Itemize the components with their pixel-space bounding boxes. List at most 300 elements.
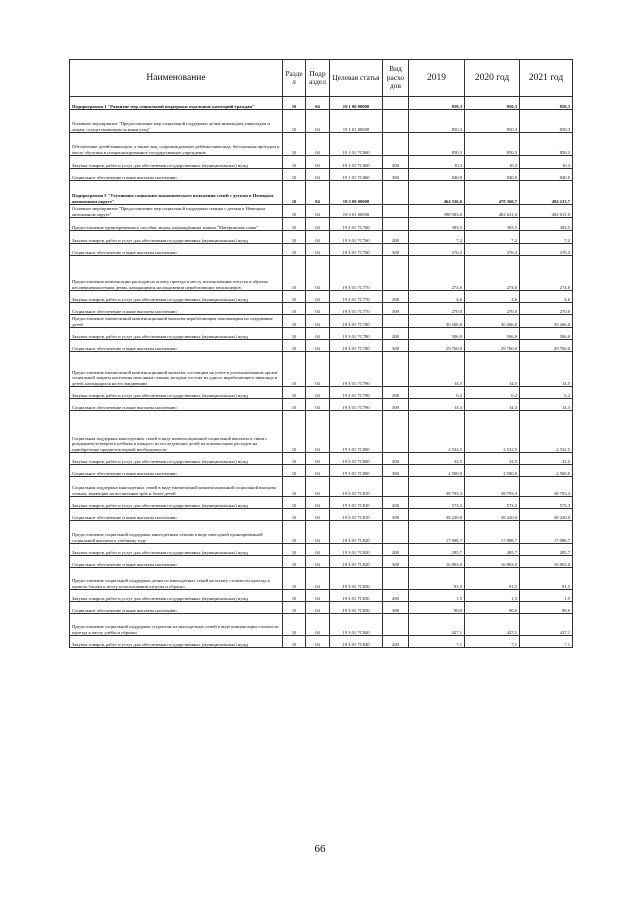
cell-2019: 14,5 bbox=[409, 352, 465, 387]
cell-2020: 29 760,0 bbox=[465, 340, 520, 352]
cell-2021: 376,3 bbox=[520, 244, 573, 256]
cell-2021: 38 220,0 bbox=[520, 509, 573, 521]
cell-2020: 10,3 bbox=[465, 156, 520, 169]
table-row bbox=[70, 205, 573, 218]
cell-subsection: 04 bbox=[306, 399, 330, 411]
cell-type bbox=[383, 218, 409, 231]
cell-target: 19 3 01 7С780 bbox=[330, 315, 383, 328]
cell-subsection: 04 bbox=[306, 602, 330, 614]
cell-2021: 7,1 bbox=[520, 636, 573, 648]
cell-2020: 383,5 bbox=[465, 218, 520, 231]
cell-type: 200 bbox=[383, 328, 409, 340]
cell-subsection: 04 bbox=[306, 453, 330, 465]
cell-2019: 17 088,7 bbox=[409, 521, 465, 544]
table-row bbox=[70, 602, 573, 614]
cell-2021: 383,5 bbox=[520, 218, 573, 231]
cell-type bbox=[383, 205, 409, 218]
cell-subsection: 04 bbox=[306, 244, 330, 256]
cell-2019: 427,1 bbox=[409, 614, 465, 636]
cell-section: 10 bbox=[283, 340, 306, 352]
cell-2019: 1,5 bbox=[409, 590, 465, 602]
cell-section: 10 bbox=[283, 244, 306, 256]
cell-target: 19 3 01 7С820 bbox=[330, 556, 383, 568]
cell-name: Предоставление ежемесячной компенсационной выплаты неработающим пенсионерам на содержание детей bbox=[70, 315, 283, 328]
table-row bbox=[70, 509, 573, 521]
cell-2020: 4,6 bbox=[465, 291, 520, 303]
cell-name: Закупка товаров, работ и услуг для обеспечения государственных (муниципальных) нужд bbox=[70, 231, 283, 244]
cell-2020: 506,0 bbox=[465, 328, 520, 340]
cell-section: 10 bbox=[283, 218, 306, 231]
cell-target: 19 3 01 7С790 bbox=[330, 387, 383, 399]
cell-2021: 2 532,5 bbox=[520, 411, 573, 453]
cell-target: 19 3 01 7С790 bbox=[330, 352, 383, 387]
cell-type: 300 bbox=[383, 465, 409, 477]
cell-section: 10 bbox=[283, 156, 306, 169]
cell-2020: 38 793,3 bbox=[465, 477, 520, 497]
cell-subsection: 04 bbox=[306, 568, 330, 590]
cell-target: 19 1 00 00000 bbox=[330, 97, 383, 110]
header-subsection: Подр аздел bbox=[306, 60, 330, 97]
cell-target: 19 3 01 7С820 bbox=[330, 544, 383, 556]
table-row bbox=[70, 231, 573, 244]
cell-2021: 2 500,0 bbox=[520, 465, 573, 477]
cell-name: Закупка товаров, работ и услуг для обеспечения государственных (муниципальных) нужд bbox=[70, 387, 283, 399]
header-type: Вид расхо дов bbox=[383, 60, 409, 97]
table-row bbox=[70, 256, 573, 291]
cell-name: Социальное обеспечение и иные выплаты населению bbox=[70, 244, 283, 256]
cell-name: Социальное обеспечение и иные выплаты населению bbox=[70, 509, 283, 521]
cell-target: 19 3 01 7С800 bbox=[330, 465, 383, 477]
cell-section: 10 bbox=[283, 521, 306, 544]
table-row bbox=[70, 411, 573, 453]
cell-2019: 7,1 bbox=[409, 636, 465, 648]
table-row bbox=[70, 110, 573, 133]
cell-type: 200 bbox=[383, 497, 409, 509]
cell-2020: 2 500,0 bbox=[465, 465, 520, 477]
cell-2020: 38 220,0 bbox=[465, 509, 520, 521]
cell-section: 10 bbox=[283, 465, 306, 477]
cell-type: 300 bbox=[383, 509, 409, 521]
cell-2020: 90,0 bbox=[465, 602, 520, 614]
cell-2021: 270,0 bbox=[520, 303, 573, 315]
cell-2019: 16 803,0 bbox=[409, 556, 465, 568]
cell-2020: 573,3 bbox=[465, 497, 520, 509]
cell-type bbox=[383, 97, 409, 110]
cell-type: 300 bbox=[383, 556, 409, 568]
cell-2019: 274,6 bbox=[409, 256, 465, 291]
cell-2021: 850,3 bbox=[520, 97, 573, 110]
cell-name: Социальное обеспечение и иные выплаты населению bbox=[70, 303, 283, 315]
cell-2021: 285,7 bbox=[520, 544, 573, 556]
cell-2019: 4,6 bbox=[409, 291, 465, 303]
cell-2020: 7,2 bbox=[465, 231, 520, 244]
cell-target: 19 3 01 7С770 bbox=[330, 303, 383, 315]
cell-subsection: 04 bbox=[306, 181, 330, 205]
cell-name: Закупка товаров, работ и услуг для обеспечения государственных (муниципальных) нужд bbox=[70, 328, 283, 340]
cell-target: 19 3 00 00000 bbox=[330, 181, 383, 205]
header-2020: 2020 год bbox=[465, 60, 520, 97]
cell-section: 10 bbox=[283, 169, 306, 181]
cell-section: 10 bbox=[283, 544, 306, 556]
cell-name: Закупка товаров, работ и услуг для обеспечения государственных (муниципальных) нужд bbox=[70, 497, 283, 509]
cell-name: Предоставление единовременного пособия лицам, награждённым знаком "Материнская слава" bbox=[70, 218, 283, 231]
cell-subsection: 04 bbox=[306, 328, 330, 340]
cell-name: Подпрограмма 1 "Развитие мер социальной поддержки отдельных категорий граждан" bbox=[70, 97, 283, 110]
cell-type bbox=[383, 352, 409, 387]
cell-2019: 91,5 bbox=[409, 568, 465, 590]
budget-table bbox=[69, 59, 573, 648]
cell-name: Предоставление социальной поддержки многодетным семьям в виде ежегодной единовременной социальной выплаты к учебному году bbox=[70, 521, 283, 544]
header-section: Разде л bbox=[283, 60, 306, 97]
cell-section: 10 bbox=[283, 256, 306, 291]
cell-2020: 17 088,7 bbox=[465, 521, 520, 544]
cell-subsection: 04 bbox=[306, 636, 330, 648]
cell-type: 300 bbox=[383, 399, 409, 411]
cell-type: 200 bbox=[383, 387, 409, 399]
cell-subsection: 04 bbox=[306, 509, 330, 521]
cell-target: 19 3 01 7С760 bbox=[330, 218, 383, 231]
cell-2020: 14,3 bbox=[465, 399, 520, 411]
cell-subsection: 04 bbox=[306, 544, 330, 556]
cell-type: 200 bbox=[383, 156, 409, 169]
cell-target: 19 3 01 7С810 bbox=[330, 497, 383, 509]
table-row bbox=[70, 352, 573, 387]
table-header-row bbox=[70, 60, 573, 97]
cell-2019: 285,7 bbox=[409, 544, 465, 556]
table-row bbox=[70, 590, 573, 602]
cell-2019: 90,0 bbox=[409, 602, 465, 614]
cell-type bbox=[383, 411, 409, 453]
table-row bbox=[70, 387, 573, 399]
table-row bbox=[70, 614, 573, 636]
cell-2020: 270,0 bbox=[465, 303, 520, 315]
cell-2020: 376,3 bbox=[465, 244, 520, 256]
cell-2020: 478 360,7 bbox=[465, 181, 520, 205]
cell-target: 19 3 01 00000 bbox=[330, 205, 383, 218]
cell-type: 200 bbox=[383, 231, 409, 244]
cell-section: 10 bbox=[283, 110, 306, 133]
cell-2019: 840,0 bbox=[409, 169, 465, 181]
table-row bbox=[70, 328, 573, 340]
cell-type bbox=[383, 521, 409, 544]
cell-subsection: 04 bbox=[306, 340, 330, 352]
cell-2021: 1,5 bbox=[520, 590, 573, 602]
cell-name: Социальное обеспечение и иные выплаты населению bbox=[70, 465, 283, 477]
cell-target: 19 3 01 7С830 bbox=[330, 568, 383, 590]
cell-2019: 506,0 bbox=[409, 328, 465, 340]
cell-2020: 7,1 bbox=[465, 636, 520, 648]
cell-2020: 850,3 bbox=[465, 97, 520, 110]
cell-2021: 850,3 bbox=[520, 110, 573, 133]
table-row bbox=[70, 544, 573, 556]
cell-2019: 270,0 bbox=[409, 303, 465, 315]
cell-subsection: 04 bbox=[306, 156, 330, 169]
cell-2019: 383,5 bbox=[409, 218, 465, 231]
cell-2019: 850,3 bbox=[409, 110, 465, 133]
table-row bbox=[70, 218, 573, 231]
table-row bbox=[70, 244, 573, 256]
cell-name: Предоставление социальной поддержки студентам из многодетных семей в виде компенсации стоимости проезда к месту учёбы и обратно bbox=[70, 614, 283, 636]
cell-name: Социальное обеспечение и иные выплаты населению bbox=[70, 340, 283, 352]
cell-2019: 7,2 bbox=[409, 231, 465, 244]
cell-target: 19 3 01 7С810 bbox=[330, 509, 383, 521]
cell-2021: 484 233,7 bbox=[520, 181, 573, 205]
cell-name: Предоставление социальной поддержки детям из многодетных семей на оплату стоимости проезда и провоза багажа к месту использования отпуска и обратно bbox=[70, 568, 283, 590]
cell-name: Социальное обеспечение и иные выплаты населению bbox=[70, 169, 283, 181]
table-row bbox=[70, 97, 573, 110]
cell-2021: 32,5 bbox=[520, 453, 573, 465]
cell-2020: 285,7 bbox=[465, 544, 520, 556]
cell-section: 10 bbox=[283, 303, 306, 315]
cell-subsection: 04 bbox=[306, 110, 330, 133]
table-body bbox=[70, 97, 573, 648]
cell-2020: 14,5 bbox=[465, 352, 520, 387]
cell-2020: 402 631,0 bbox=[465, 205, 520, 218]
table-row bbox=[70, 169, 573, 181]
cell-subsection: 04 bbox=[306, 169, 330, 181]
cell-subsection: 04 bbox=[306, 614, 330, 636]
cell-2019: 2 532,5 bbox=[409, 411, 465, 453]
cell-subsection: 04 bbox=[306, 133, 330, 156]
cell-name: Основное мероприятие "Предоставление мер социальной поддержки семьям с детьми в Ненецком автономном округе" bbox=[70, 205, 283, 218]
table-row bbox=[70, 156, 573, 169]
cell-2019: 398 583,0 bbox=[409, 205, 465, 218]
cell-section: 10 bbox=[283, 497, 306, 509]
cell-subsection: 04 bbox=[306, 291, 330, 303]
page-number: 66 bbox=[314, 843, 326, 855]
cell-subsection: 04 bbox=[306, 97, 330, 110]
cell-section: 10 bbox=[283, 453, 306, 465]
cell-2021: 16 803,0 bbox=[520, 556, 573, 568]
cell-name: Социальная поддержка многодетных семей в виде компенсационной социальной выплаты в связи с рождением четвёртого ребёнка и каждого из последующих детей на компенсацию расходов на приобретение предметов первой необходимости bbox=[70, 411, 283, 453]
cell-section: 10 bbox=[283, 328, 306, 340]
cell-subsection: 04 bbox=[306, 256, 330, 291]
cell-type: 200 bbox=[383, 590, 409, 602]
table-row bbox=[70, 556, 573, 568]
cell-subsection: 04 bbox=[306, 387, 330, 399]
cell-name: Закупка товаров, работ и услуг для обеспечения государственных (муниципальных) нужд bbox=[70, 544, 283, 556]
cell-2019: 850,3 bbox=[409, 133, 465, 156]
cell-section: 10 bbox=[283, 315, 306, 328]
cell-type bbox=[383, 315, 409, 328]
cell-2021: 4,6 bbox=[520, 291, 573, 303]
table-row bbox=[70, 477, 573, 497]
cell-section: 10 bbox=[283, 205, 306, 218]
cell-2021: 91,5 bbox=[520, 568, 573, 590]
table-row bbox=[70, 133, 573, 156]
cell-2021: 840,0 bbox=[520, 169, 573, 181]
cell-section: 10 bbox=[283, 636, 306, 648]
cell-2020: 16 803,0 bbox=[465, 556, 520, 568]
cell-name: Закупка товаров, работ и услуг для обеспечения государственных (муниципальных) нужд bbox=[70, 291, 283, 303]
cell-type: 200 bbox=[383, 453, 409, 465]
cell-name: Основное мероприятие "Предоставление мер социальной поддержки детям-инвалидам, инвалидам и лицам, осуществляющим за ними уход" bbox=[70, 110, 283, 133]
cell-target: 19 3 01 7С800 bbox=[330, 453, 383, 465]
table-row bbox=[70, 636, 573, 648]
table-row bbox=[70, 568, 573, 590]
cell-type bbox=[383, 133, 409, 156]
cell-name: Социальное обеспечение и иные выплаты населению bbox=[70, 399, 283, 411]
header-2019: 2019 bbox=[409, 60, 465, 97]
cell-2021: 7,2 bbox=[520, 231, 573, 244]
table-row bbox=[70, 453, 573, 465]
cell-section: 10 bbox=[283, 477, 306, 497]
cell-name: Социальное обеспечение и иные выплаты населению bbox=[70, 556, 283, 568]
cell-target: 19 3 01 7С770 bbox=[330, 291, 383, 303]
cell-type bbox=[383, 181, 409, 205]
cell-type bbox=[383, 256, 409, 291]
cell-section: 10 bbox=[283, 133, 306, 156]
cell-2020: 1,5 bbox=[465, 590, 520, 602]
cell-subsection: 04 bbox=[306, 497, 330, 509]
cell-section: 10 bbox=[283, 181, 306, 205]
table-row bbox=[70, 315, 573, 328]
cell-2021: 427,1 bbox=[520, 614, 573, 636]
cell-type: 300 bbox=[383, 244, 409, 256]
cell-subsection: 04 bbox=[306, 315, 330, 328]
cell-target: 19 3 01 7С760 bbox=[330, 244, 383, 256]
cell-section: 10 bbox=[283, 556, 306, 568]
cell-target: 19 3 01 7С820 bbox=[330, 521, 383, 544]
cell-subsection: 04 bbox=[306, 590, 330, 602]
cell-type bbox=[383, 568, 409, 590]
cell-target: 19 3 01 7С810 bbox=[330, 477, 383, 497]
cell-2021: 17 088,7 bbox=[520, 521, 573, 544]
cell-type: 300 bbox=[383, 169, 409, 181]
cell-section: 10 bbox=[283, 590, 306, 602]
cell-type bbox=[383, 110, 409, 133]
cell-target: 19 1 01 00000 bbox=[330, 110, 383, 133]
cell-2020: 850,3 bbox=[465, 133, 520, 156]
cell-type: 200 bbox=[383, 636, 409, 648]
cell-target: 19 3 01 7С830 bbox=[330, 602, 383, 614]
cell-name: Закупка товаров, работ и услуг для обеспечения государственных (муниципальных) нужд bbox=[70, 636, 283, 648]
cell-subsection: 04 bbox=[306, 411, 330, 453]
cell-type: 300 bbox=[383, 602, 409, 614]
header-2021: 2021 год bbox=[520, 60, 573, 97]
cell-section: 10 bbox=[283, 399, 306, 411]
cell-subsection: 04 bbox=[306, 465, 330, 477]
cell-type bbox=[383, 477, 409, 497]
cell-section: 10 bbox=[283, 352, 306, 387]
cell-2021: 573,3 bbox=[520, 497, 573, 509]
cell-name: Закупка товаров, работ и услуг для обеспечения государственных (муниципальных) нужд bbox=[70, 590, 283, 602]
table-row bbox=[70, 465, 573, 477]
cell-2019: 2 500,0 bbox=[409, 465, 465, 477]
cell-name: Предоставление компенсации расходов на оплату проезда к месту использования отпуска и обратно несовершеннолетним детям, находящимся на иждивении неработающих пенсионеров bbox=[70, 256, 283, 291]
cell-2021: 14,5 bbox=[520, 352, 573, 387]
cell-2021: 0,2 bbox=[520, 387, 573, 399]
header-name: Наименование bbox=[70, 60, 283, 97]
cell-target: 19 3 01 7С780 bbox=[330, 328, 383, 340]
cell-target: 19 1 01 7С060 bbox=[330, 156, 383, 169]
cell-2020: 30 266,0 bbox=[465, 315, 520, 328]
table-row bbox=[70, 497, 573, 509]
table-row bbox=[70, 181, 573, 205]
cell-subsection: 04 bbox=[306, 231, 330, 244]
cell-2021: 29 760,0 bbox=[520, 340, 573, 352]
cell-target: 19 3 01 7С770 bbox=[330, 256, 383, 291]
table-row bbox=[70, 291, 573, 303]
cell-2019: 0,2 bbox=[409, 387, 465, 399]
cell-name: Социальное обеспечение и иные выплаты населению bbox=[70, 602, 283, 614]
cell-2019: 32,5 bbox=[409, 453, 465, 465]
cell-subsection: 04 bbox=[306, 556, 330, 568]
cell-2019: 38 220,0 bbox=[409, 509, 465, 521]
cell-2019: 850,3 bbox=[409, 97, 465, 110]
cell-section: 10 bbox=[283, 291, 306, 303]
cell-2021: 14,3 bbox=[520, 399, 573, 411]
cell-subsection: 04 bbox=[306, 218, 330, 231]
cell-subsection: 04 bbox=[306, 477, 330, 497]
cell-target: 19 3 01 7С830 bbox=[330, 590, 383, 602]
cell-target: 19 3 01 7С800 bbox=[330, 411, 383, 453]
table-row bbox=[70, 521, 573, 544]
cell-2019: 30 266,0 bbox=[409, 315, 465, 328]
cell-name: Подпрограмма 3 "Улучшение социально-экономического положения семей с детьми в Ненецком автономном округе" bbox=[70, 181, 283, 205]
cell-section: 10 bbox=[283, 97, 306, 110]
cell-section: 10 bbox=[283, 509, 306, 521]
cell-target: 19 3 01 7С840 bbox=[330, 614, 383, 636]
cell-section: 10 bbox=[283, 614, 306, 636]
cell-section: 10 bbox=[283, 231, 306, 244]
cell-2020: 840,0 bbox=[465, 169, 520, 181]
cell-section: 10 bbox=[283, 602, 306, 614]
cell-name: Закупка товаров, работ и услуг для обеспечения государственных (муниципальных) нужд bbox=[70, 453, 283, 465]
cell-2019: 10,3 bbox=[409, 156, 465, 169]
cell-2020: 32,5 bbox=[465, 453, 520, 465]
header-target: Целевая статья bbox=[330, 60, 383, 97]
cell-target: 19 1 01 7С060 bbox=[330, 169, 383, 181]
cell-subsection: 04 bbox=[306, 303, 330, 315]
cell-2020: 850,3 bbox=[465, 110, 520, 133]
cell-target: 19 3 01 7С760 bbox=[330, 231, 383, 244]
cell-type bbox=[383, 614, 409, 636]
cell-2021: 90,0 bbox=[520, 602, 573, 614]
cell-2020: 0,2 bbox=[465, 387, 520, 399]
cell-2020: 427,1 bbox=[465, 614, 520, 636]
cell-2019: 29 760,0 bbox=[409, 340, 465, 352]
table-row bbox=[70, 340, 573, 352]
cell-target: 19 3 01 7С840 bbox=[330, 636, 383, 648]
cell-2020: 274,6 bbox=[465, 256, 520, 291]
cell-2021: 850,3 bbox=[520, 133, 573, 156]
cell-name: Закупка товаров, работ и услуг для обеспечения государственных (муниципальных) нужд bbox=[70, 156, 283, 169]
cell-2019: 464 556,0 bbox=[409, 181, 465, 205]
cell-2021: 402 631,0 bbox=[520, 205, 573, 218]
cell-2020: 2 532,5 bbox=[465, 411, 520, 453]
cell-section: 10 bbox=[283, 568, 306, 590]
cell-2019: 376,3 bbox=[409, 244, 465, 256]
table-row bbox=[70, 399, 573, 411]
cell-name: Обеспечение детей-инвалидов, а также лиц, сопровождающих ребёнка-инвалида, бесплатным проездом к месту обучения в специализированное государственное учреждение bbox=[70, 133, 283, 156]
cell-target: 19 3 01 7С790 bbox=[330, 399, 383, 411]
cell-2019: 38 793,3 bbox=[409, 477, 465, 497]
cell-2019: 573,3 bbox=[409, 497, 465, 509]
cell-type: 200 bbox=[383, 544, 409, 556]
cell-subsection: 04 bbox=[306, 205, 330, 218]
cell-type: 300 bbox=[383, 340, 409, 352]
cell-type: 200 bbox=[383, 291, 409, 303]
cell-section: 10 bbox=[283, 411, 306, 453]
cell-2019: 14,3 bbox=[409, 399, 465, 411]
cell-2020: 91,5 bbox=[465, 568, 520, 590]
cell-target: 19 1 01 7С060 bbox=[330, 133, 383, 156]
cell-name: Социальная поддержка многодетных семей в виде ежемесячной компенсационной социальной выплаты семьям, имеющим на воспитании трёх и более детей bbox=[70, 477, 283, 497]
cell-2021: 38 793,3 bbox=[520, 477, 573, 497]
table-row bbox=[70, 303, 573, 315]
cell-type: 300 bbox=[383, 303, 409, 315]
